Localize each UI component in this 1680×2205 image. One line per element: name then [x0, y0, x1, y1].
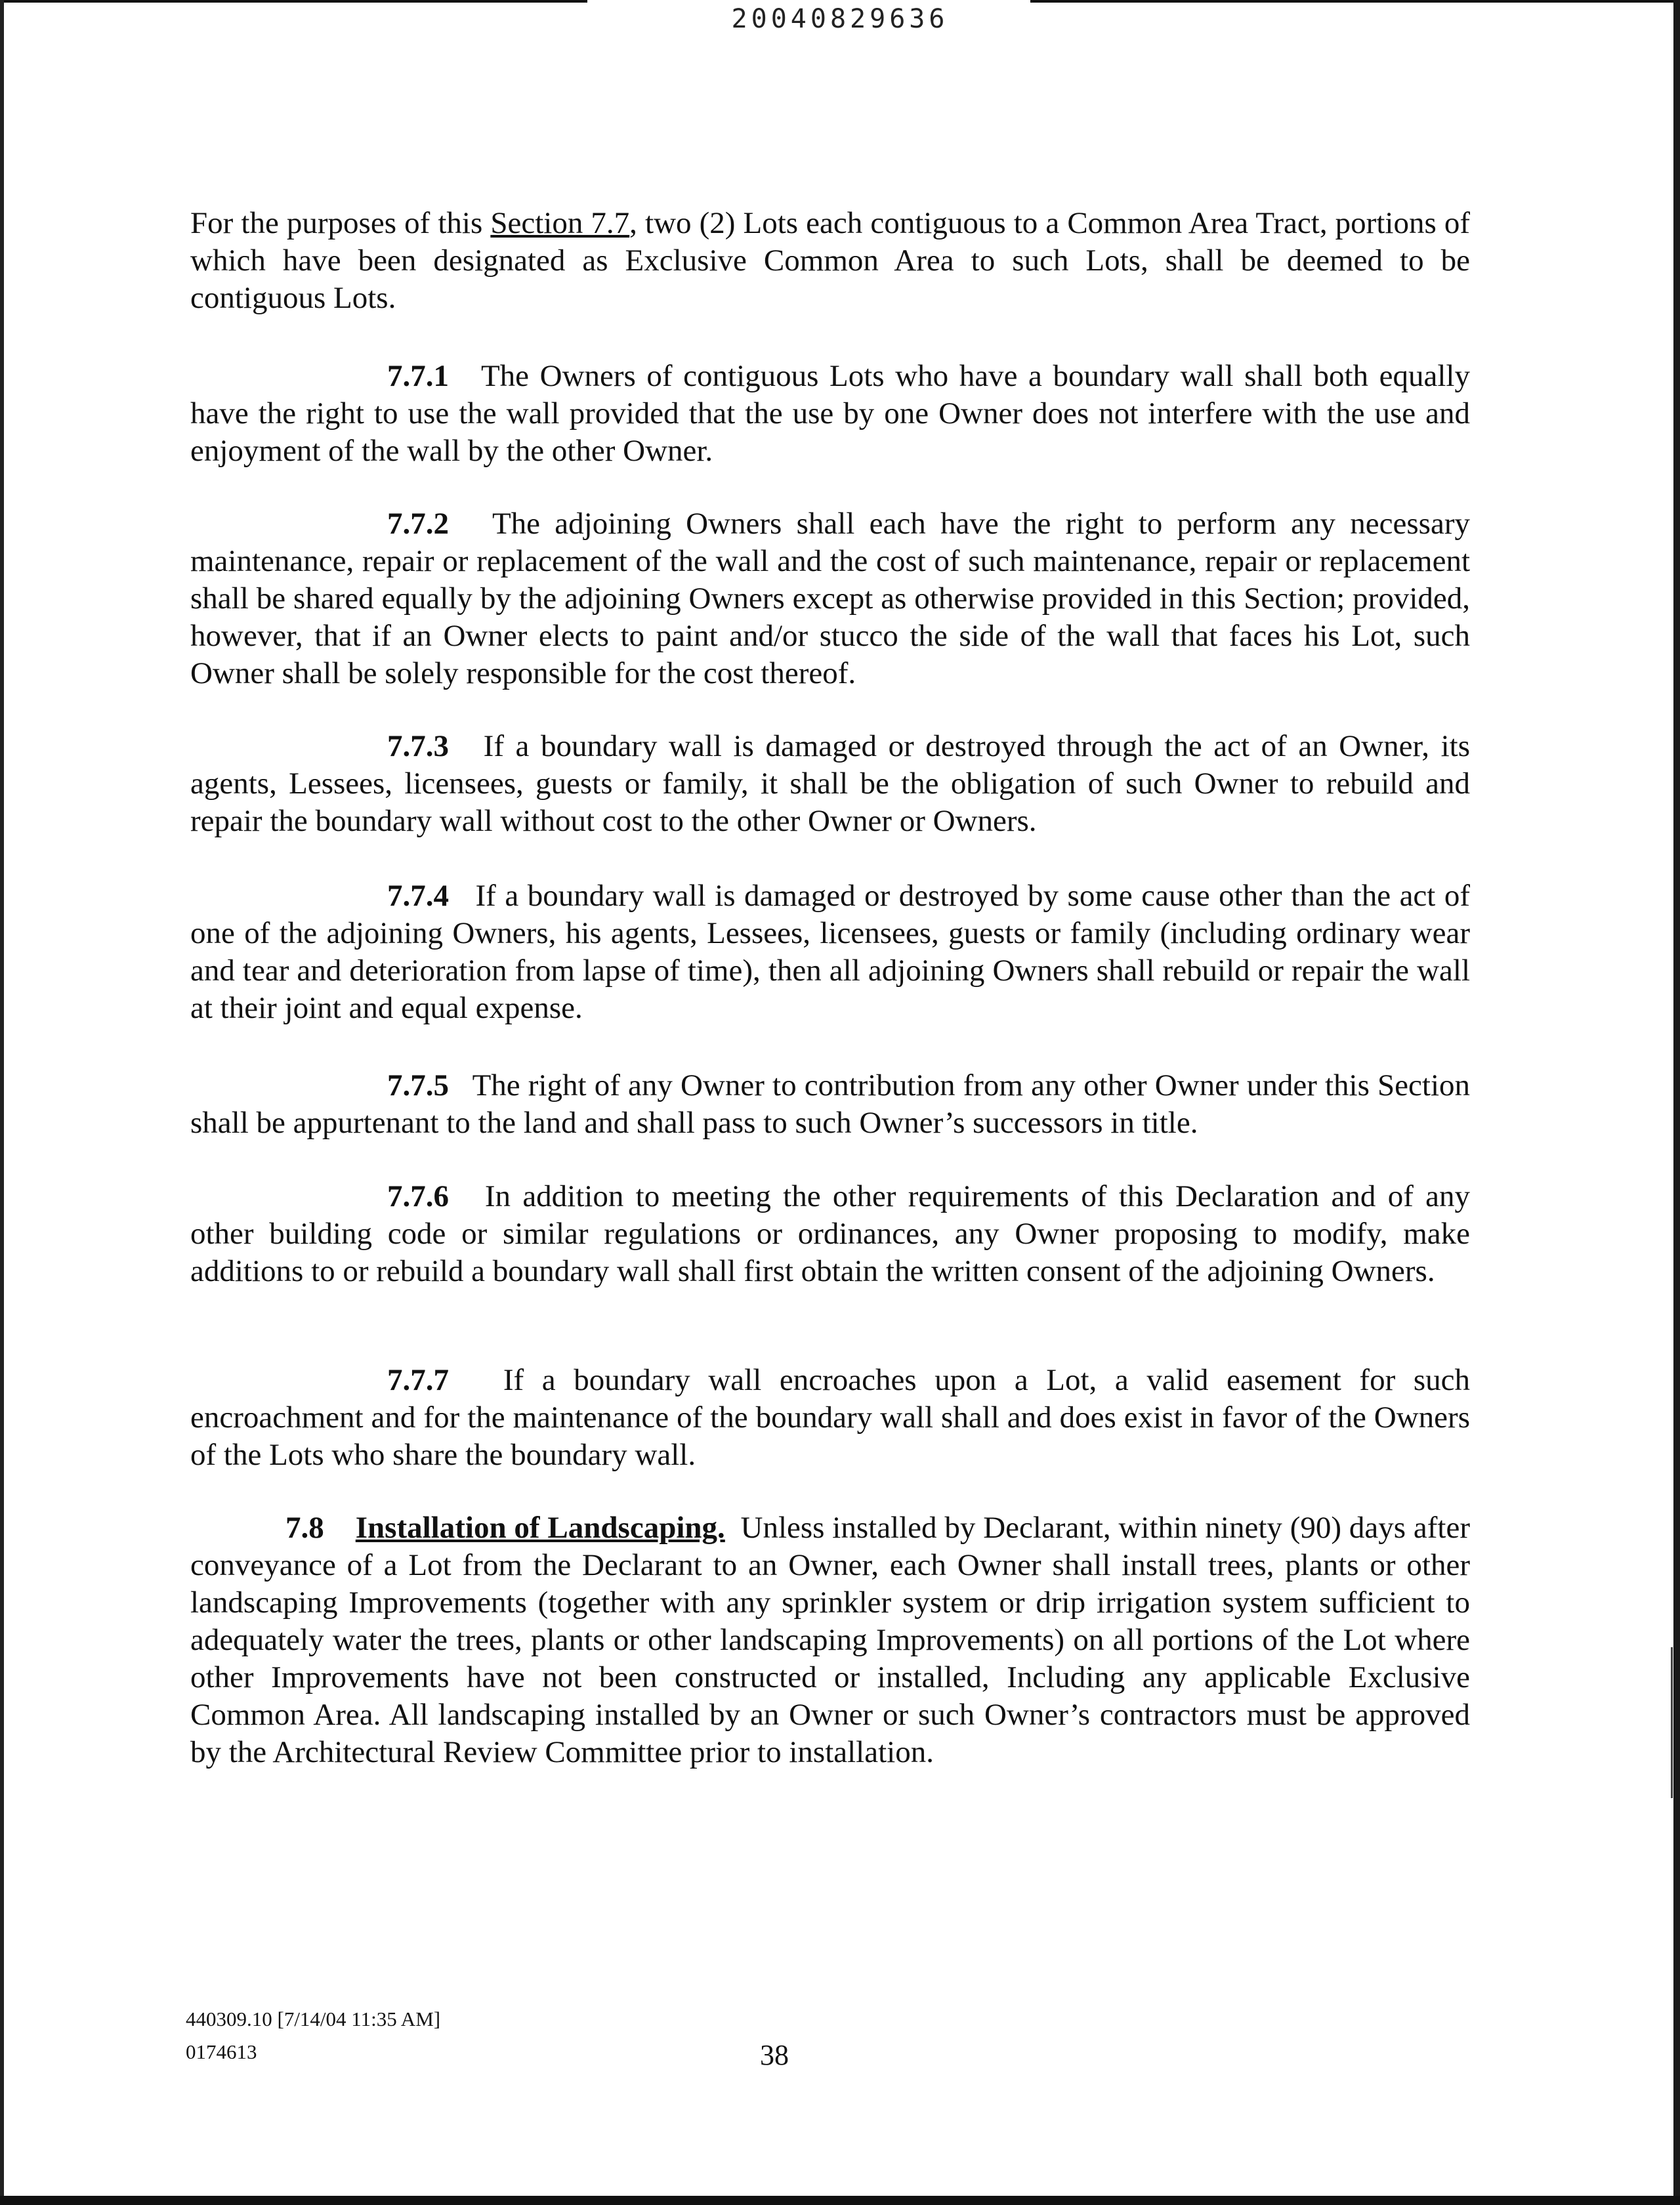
- intro-text-pre: For the purposes of this: [190, 206, 491, 240]
- subsection-7-7-2: [190, 505, 1470, 692]
- subsection-number: 7.7.5: [387, 1068, 449, 1102]
- section-reference: Section 7.7: [490, 206, 630, 240]
- section-text: Unless installed by Declarant, within ninety (90) days after conveyance of a Lot from the Declarant to an Owner, each Owner shall install trees, plants or other landscaping Improvements (together with any sprinkler system or drip irrigation system sufficient to adequately water the trees, plants or other landscaping Improvements) on all portions of the Lot where other Improvements have not been constructed or installed, Including any applicable Exclusive Common Area. All landscaping installed by an Owner or such Owner’s contractors must be approved by the Architectural Review Committee prior to installation.: [190, 1511, 1470, 1769]
- page-number: 38: [760, 2039, 789, 2071]
- intro-text-post: , two (2) Lots each contiguous to a Common Area Tract, portions of which have been designated as Exclusive Common Area to such Lots, shall be deemed to be contiguous Lots.: [190, 206, 1470, 315]
- subsection-7-7-7: [190, 1362, 1470, 1474]
- document-number: 20040829636: [731, 4, 949, 34]
- footer-client-number: 0174613: [186, 2040, 257, 2063]
- scan-bottom-band: [0, 2196, 1680, 2205]
- subsection-number: 7.7.4: [387, 879, 449, 913]
- subsection-7-7-5: [190, 1067, 1470, 1142]
- subsection-number: 7.7.7: [387, 1363, 449, 1397]
- subsection-text: If a boundary wall encroaches upon a Lot, a valid easement for such encroachment and for the maintenance of the boundary wall shall and does exist in favor of the Owners of the Lots who share the boundary wall.: [190, 1363, 1470, 1472]
- subsection-number: 7.7.2: [387, 507, 449, 541]
- subsection-7-7-1: [190, 358, 1470, 470]
- section-heading: Installation of Landscaping.: [355, 1511, 725, 1545]
- subsection-text: The Owners of contiguous Lots who have a boundary wall shall both equally have the right to use the wall provided that the use by one Owner does not interfere with the use and enjoyment of the wall by the other Owner.: [190, 359, 1470, 468]
- section-7-8: [190, 1509, 1470, 1771]
- scan-artifact-mark: [1671, 1647, 1673, 1798]
- subsection-number: 7.7.3: [387, 729, 449, 763]
- subsection-text: In addition to meeting the other requirements of this Declaration and of any other building code or similar regulations or ordinances, any Owner proposing to modify, make additions to or rebuild a boundary wall shall first obtain the written consent of the adjoining Owners.: [190, 1179, 1470, 1288]
- subsection-text: If a boundary wall is damaged or destroyed by some cause other than the act of one of the adjoining Owners, his agents, Lessees, licensees, guests or family (including ordinary wear and tear and deterioration from lapse of time), then all adjoining Owners shall rebuild or repair the wall at their joint and equal expense.: [190, 879, 1471, 1025]
- subsection-7-7-4: [190, 877, 1470, 1027]
- subsection-7-7-6: [190, 1178, 1470, 1290]
- footer-document-reference: 440309.10 [7/14/04 11:35 AM]: [186, 2007, 441, 2030]
- subsection-number: 7.7.1: [387, 359, 449, 393]
- subsection-text: The right of any Owner to contribution from any other Owner under this Section shall be appurtenant to the land and shall pass to such Owner’s successors in title.: [190, 1068, 1471, 1140]
- intro-paragraph: [190, 205, 1470, 317]
- scan-top-rule-left: [0, 0, 587, 3]
- subsection-number: 7.7.6: [387, 1179, 449, 1213]
- subsection-text: The adjoining Owners shall each have the right to perform any necessary maintenance, repair or replacement of the wall and the cost of such maintenance, repair or replacement shall be shared equally by the adjoining Owners except as otherwise provided in this Section; provided, however, that if an Owner elects to paint and/or stucco the side of the wall that faces his Lot, such Owner shall be solely responsible for the cost thereof.: [190, 507, 1470, 690]
- scan-top-rule-right: [1030, 0, 1680, 3]
- scan-left-edge: [0, 0, 4, 2205]
- subsection-text: If a boundary wall is damaged or destroyed through the act of an Owner, its agents, Lessees, licensees, guests or family, it shall be the obligation of such Owner to rebuild and repair the boundary wall without cost to the other Owner or Owners.: [190, 729, 1470, 838]
- scan-right-edge: [1673, 0, 1680, 2205]
- subsection-7-7-3: [190, 728, 1470, 840]
- section-number: 7.8: [285, 1511, 324, 1545]
